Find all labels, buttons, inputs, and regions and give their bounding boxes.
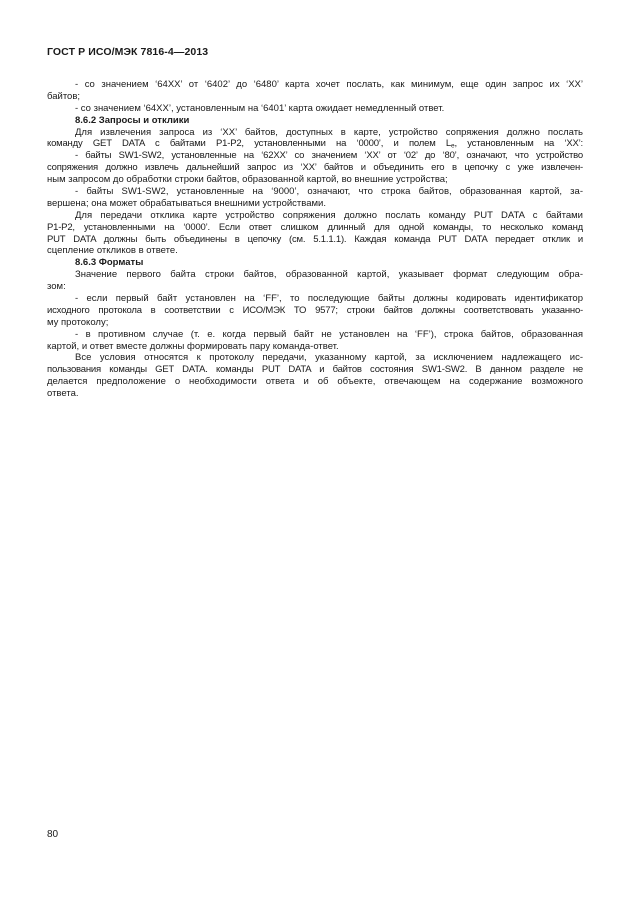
text-line: ным запросом до обработки строки байтов, образованной картой, во внешние устройства;	[47, 174, 448, 186]
document-header: ГОСТ Р ИСО/МЭК 7816-4—2013	[47, 46, 209, 58]
text-line: Для передачи отклика карте устройство сопряжения должно послать команду PUT DATA с байтами	[75, 209, 583, 221]
text-line: зом:	[47, 281, 66, 293]
subscript: e	[451, 142, 455, 150]
text-line: пользования команды GET DATA. команды PUT DATA и байтов состояния SW1-SW2. В данном разделе не	[47, 364, 583, 376]
text-line: Значение первого байта строки байтов, образованной картой, указывает формат следующим обра-	[75, 269, 583, 281]
text-line: делается предположение о необходимости ответа и об объекте, отвечающем на содержание возможного	[47, 376, 583, 388]
text-line: - байты SW1-SW2, установленные на ‘9000’, означают, что строка байтов, образованная картой, за-	[75, 186, 583, 198]
text-segment: , установленным на ‘XX’:	[454, 138, 583, 150]
text-line	[47, 138, 583, 150]
text-line: байтов;	[47, 90, 81, 102]
text-line: сцепление откликов в ответе.	[47, 245, 178, 257]
text-line: исходного протокола в соответствии с ИСО/МЭК ТО 9577; строки байтов должны соответствовать указанно-	[47, 304, 583, 316]
text-line: ответа.	[47, 388, 79, 400]
text-segment: команду GET DATA с байтами P1-P2, установленными на ‘0000’, и полем L	[47, 138, 452, 150]
text-line: вершена; она может обрабатываться внешними устройствами.	[47, 197, 326, 209]
text-line: PUT DATA должны быть объединены в цепочку (см. 5.1.1.1). Каждая команда PUT DATA передает отклик и	[47, 233, 583, 245]
text-line: Все условия относятся к протоколу передачи, указанному картой, за исключением надлежащего ис-	[75, 352, 583, 364]
text-line: - со значением ‘64XX’ от ‘6402’ до ‘6480’ карта хочет послать, как минимум, еще один запрос их ‘XX’	[75, 79, 583, 90]
text-line: сопряжения должно извлечь дальнейший запрос из ‘XX’ байтов и объединить его в цепочку с уже извлечен-	[47, 162, 583, 174]
text-line: му протоколу;	[47, 316, 109, 328]
section-heading: 8.6.3 Форматы	[75, 257, 144, 269]
text-line: - в противном случае (т. е. когда первый байт не установлен на ‘FF’), строка байтов, образованная	[75, 328, 583, 340]
document-body	[47, 79, 583, 400]
section-heading: 8.6.2 Запросы и отклики	[75, 114, 190, 126]
text-line: картой, и ответ вместе должны формировать пару команда-ответ.	[47, 340, 339, 352]
text-line: Для извлечения запроса из ‘XX’ байтов, доступных в карте, устройство сопряжения должно послать	[75, 126, 583, 138]
text-line: - если первый байт установлен на ‘FF’, то последующие байты должны кодировать идентификатор	[75, 293, 583, 305]
text-line: - со значением ‘64XX’, установленным на ‘6401’ карта ожидает немедленный ответ.	[75, 102, 445, 114]
text-line: - байты SW1-SW2, установленные на ‘62XX’ со значением ‘XX’ от ‘02’ до ‘80’, означают, что устройство	[75, 150, 583, 162]
page-number: 80	[47, 829, 59, 840]
text-line: P1-P2, установленными на ‘0000’. Если ответ слишком длинный для одной команды, то несколько команд	[47, 221, 583, 233]
